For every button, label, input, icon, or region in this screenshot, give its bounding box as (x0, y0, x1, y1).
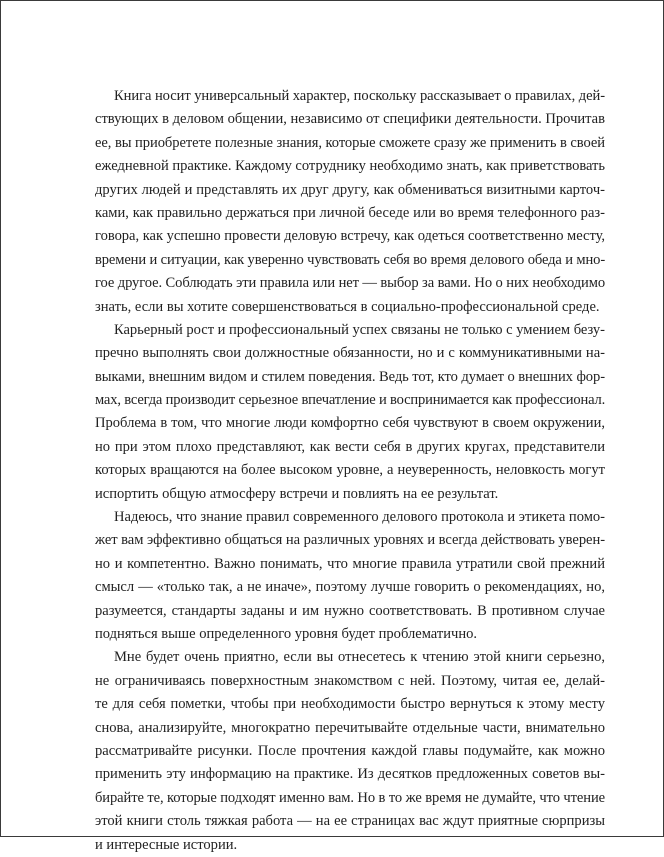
text-line: ежедневной практике. Каждому сотруднику необходимо знать, как приветствовать (95, 158, 605, 175)
body-text (95, 85, 605, 857)
paragraph-3 (95, 506, 605, 646)
text-line: подняться выше определенного уровня будет проблематично. (95, 625, 478, 642)
text-line: рассматривайте рисунки. После прочтения каждой главы подумайте, как можно (95, 742, 605, 759)
text-line: Проблема в том, что многие люди комфортно себя чувствуют в своем окружении, (95, 415, 605, 432)
text-line: мах, всегда производит серьезное впечатление и воспринимается как профессионал. (95, 392, 606, 409)
text-line: Книга носит универсальный характер, поскольку рассказывает о правилах, дей- (114, 88, 605, 104)
text-line: жет вам эффективно общаться на различных уровнях и всегда действовать уверен- (95, 532, 606, 549)
text-line: Карьерный рост и профессиональный успех связаны не только с умением безу- (114, 321, 605, 338)
paragraph-4 (95, 646, 605, 857)
text-line: говора, как успешно провести деловую встречу, как одеться соответственно месту, (95, 228, 605, 245)
text-line: применить эту информацию на практике. Из десятков предложенных советов вы- (95, 766, 605, 783)
paragraph-1 (95, 85, 605, 319)
text-line: снова, анализируйте, многократно перечитывайте отдельные части, внимательно (95, 719, 605, 736)
text-line: смысл — «только так, а не иначе», поэтому лучше говорить о рекомендациях, но, (95, 579, 605, 596)
text-line: этой книги столь тяжкая работа — на ее страницах вас ждут приятные сюрпризы (95, 813, 605, 830)
text-line: которых вращаются на более высоком уровне, а неуверенность, неловкость могут (95, 462, 605, 479)
text-line: Мне будет очень приятно, если вы отнесетесь к чтению этой книги серьезно, (114, 649, 605, 666)
text-line: те для себя пометки, чтобы при необходимости быстро вернуться к этому месту (95, 696, 605, 713)
text-line: но и компетентно. Важно понимать, что многие правила утратили свой прежний (95, 555, 605, 572)
text-line: знать, если вы хотите совершенствоваться в социально-профессиональной среде. (95, 298, 600, 315)
text-line: Надеюсь, что знание правил современного делового протокола и этикета помо- (114, 509, 605, 526)
text-line: гое другое. Соблюдать эти правила или нет — выбор за вами. Но о них необходимо (95, 275, 606, 292)
text-line: ками, как правильно держаться при личной беседе или во время телефонного раз- (95, 204, 605, 221)
text-line: не ограничиваясь поверхностным знакомством с ней. Поэтому, читая ее, делай- (95, 672, 605, 689)
text-line: времени и ситуации, как уверенно чувствовать себя во время делового обеда и мно- (95, 251, 606, 268)
text-line: но при этом плохо представляют, как вести себя в других кругах, представители (95, 438, 605, 455)
text-line: пречно выполнять свои должностные обязанности, но и с коммуникативными на- (95, 345, 605, 362)
text-line: ствующих в деловом общении, независимо от специфики деятельности. Прочитав (95, 111, 605, 128)
text-line: и интересные истории. (95, 836, 238, 853)
text-line: бирайте те, которые подходят именно вам. Но в то же время не думайте, что чтение (95, 789, 605, 806)
text-line: ее, вы приобретете полезные знания, которые сможете сразу же применить в своей (95, 134, 606, 151)
text-line: испортить общую атмосферу встречи и повлиять на ее результат. (95, 485, 499, 502)
text-line: выками, внешним видом и стилем поведения. Ведь тот, кто думает о внешних фор- (95, 368, 605, 385)
text-line: разумеется, стандарты заданы и им нужно соответствовать. В противном случае (95, 602, 605, 619)
text-line: других людей и представлять их друг другу, как обмениваться визитными карточ- (95, 181, 605, 198)
paragraph-2 (95, 319, 605, 506)
